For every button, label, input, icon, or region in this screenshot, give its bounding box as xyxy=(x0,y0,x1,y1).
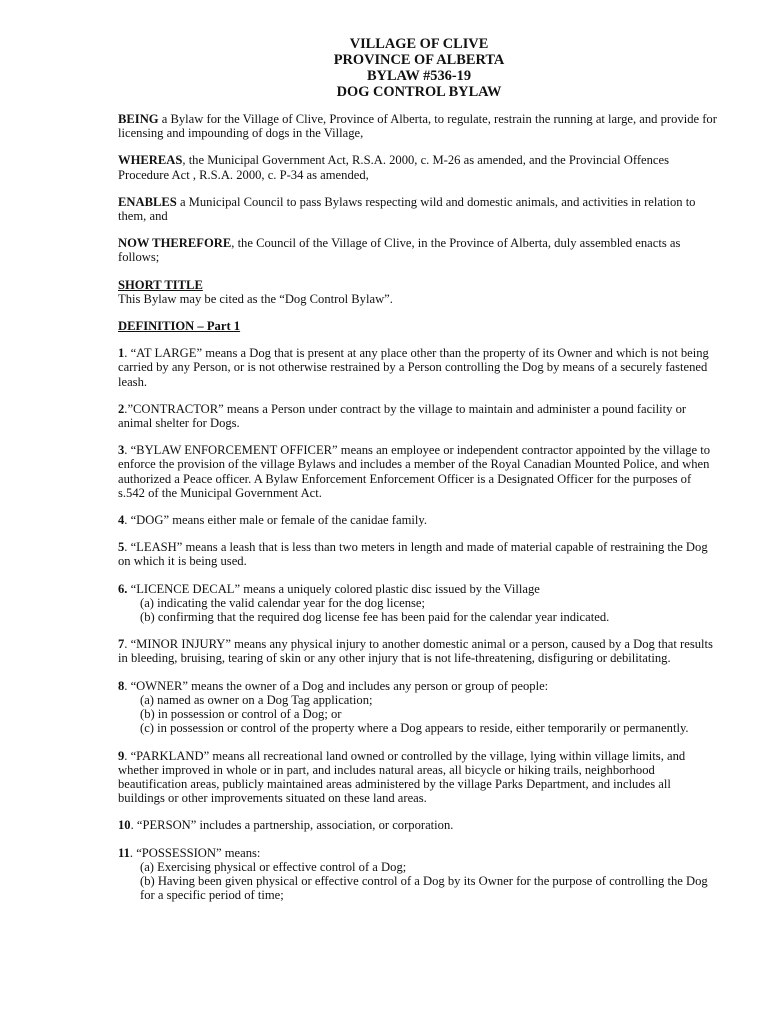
definition-4 xyxy=(118,513,720,527)
keyword-whereas: WHEREAS xyxy=(118,153,183,168)
definition-subitem: (a) Exercising physical or effective control of a Dog; xyxy=(140,859,407,874)
definition-9 xyxy=(118,749,720,806)
definition-text: . “OWNER” means the owner of a Dog and includes any person or group of people: xyxy=(124,678,549,693)
definition-text: “LICENCE DECAL” means a uniquely colored plastic disc issued by the Village xyxy=(127,581,540,596)
preamble-whereas xyxy=(118,153,720,181)
short-title-heading: SHORT TITLE xyxy=(118,277,203,292)
definition-subitem: (b) in possession or control of a Dog; or xyxy=(140,707,342,722)
definition-number: 10 xyxy=(118,818,131,833)
definition-number: 6. xyxy=(118,581,128,596)
definition-number: 2 xyxy=(118,401,125,416)
being-text: a Bylaw for the Village of Clive, Province of Alberta, to regulate, restrain the running at large, and provide for licensing and impounding of dogs in the Village, xyxy=(118,112,717,141)
definition-subitem: (a) named as owner on a Dog Tag application; xyxy=(140,692,373,707)
definition-6 xyxy=(118,582,720,625)
definition-5 xyxy=(118,540,720,568)
definition-subitem: (c) in possession or control of the property where a Dog appears to reside, either temporarily or permanently. xyxy=(140,721,689,736)
document-header xyxy=(118,36,720,100)
enables-text: a Municipal Council to pass Bylaws respecting wild and domestic animals, and activities in relation to them, and xyxy=(118,194,696,224)
definition-text: . “BYLAW ENFORCEMENT OFFICER” means an employee or independent contractor appointed by the village to enforce the provision of the village Bylaws and includes a member of the Royal Canadian Mounted Police, and when authorized a Peace officer. A Bylaw Enforcement Enforcement Officer is a Designated Officer for the purposes of s.542 of the Municipal Government Act. xyxy=(118,443,711,500)
definition-text: .”CONTRACTOR” means a Person under contract by the village to maintain and administer a pound facility or animal shelter for Dogs. xyxy=(118,401,687,431)
short-title-text: This Bylaw may be cited as the “Dog Control Bylaw”. xyxy=(118,291,393,306)
definition-11 xyxy=(118,846,720,903)
definition-number: 8 xyxy=(118,678,125,693)
definition-subitem: (b) Having been given physical or effective control of a Dog by its Owner for the purpose of controlling the Dog for a specific period of time; xyxy=(140,873,708,903)
definitions-heading-block xyxy=(118,319,720,333)
definition-text: . “PARKLAND” means all recreational land owned or controlled by the village, lying within village limits, and whether improved in whole or in part, and includes natural areas, all bicycle or hiking trails, neighborhood beautification areas, publicly maintained areas administered by the village Parks Department, and includes all buildings or other improvements situated on these land areas. xyxy=(118,748,686,806)
definition-subitem: (a) indicating the valid calendar year for the dog license; xyxy=(140,595,425,610)
definition-number: 1 xyxy=(118,346,125,361)
preamble-now-therefore xyxy=(118,236,720,264)
definition-text: . “POSSESSION” means: xyxy=(129,845,261,860)
definition-number: 5 xyxy=(118,540,125,555)
header-bylaw-title: DOG CONTROL BYLAW xyxy=(336,84,502,100)
definition-text: . “AT LARGE” means a Dog that is present at any place other than the property of its Owner and which is not being carried by any Person, or is not otherwise restrained by a Person controlling the Dog by means of a securely fastened leash. xyxy=(118,346,709,389)
definition-text: . “LEASH” means a leash that is less than two meters in length and made of material capable of restraining the Dog on which it is being used. xyxy=(118,540,708,569)
definition-8 xyxy=(118,679,720,736)
definition-number: 3 xyxy=(118,443,125,458)
keyword-now-therefore: NOW THEREFORE xyxy=(118,236,232,251)
definition-number: 4 xyxy=(118,513,125,528)
definition-3 xyxy=(118,443,720,500)
definition-subitem: (b) confirming that the required dog license fee has been paid for the calendar year indicated. xyxy=(140,610,610,625)
definition-2 xyxy=(118,402,720,430)
definitions-heading: DEFINITION – Part 1 xyxy=(118,319,241,334)
definition-7 xyxy=(118,637,720,665)
whereas-text: , the Municipal Government Act, R.S.A. 2000, c. M-26 as amended, and the Provincial Offences Procedure Act , R.S.A. 2000, c. P-34 as amended, xyxy=(118,153,670,182)
preamble-enables xyxy=(118,195,720,223)
definition-text: . “PERSON” includes a partnership, association, or corporation. xyxy=(130,818,454,833)
header-province: PROVINCE OF ALBERTA xyxy=(333,52,505,68)
header-bylaw-number: BYLAW #536-19 xyxy=(366,68,472,84)
header-village: VILLAGE OF CLIVE xyxy=(349,36,489,52)
definition-number: 11 xyxy=(118,845,130,860)
keyword-enables: ENABLES xyxy=(118,194,177,209)
definition-text: . “MINOR INJURY” means any physical injury to another domestic animal or a person, caused by a Dog that results in bleeding, bruising, tearing of skin or any other injury that is not life-threatening, disfiguring or debilitating. xyxy=(118,637,713,666)
definition-number: 9 xyxy=(118,748,125,763)
definition-10 xyxy=(118,818,720,832)
preamble-being xyxy=(118,112,720,140)
short-title-section xyxy=(118,278,720,306)
definition-text: . “DOG” means either male or female of the canidae family. xyxy=(124,513,427,528)
now-therefore-text: , the Council of the Village of Clive, in the Province of Alberta, duly assembled enacts as follows; xyxy=(118,236,681,265)
definition-number: 7 xyxy=(118,637,125,652)
keyword-being: BEING xyxy=(118,112,159,126)
document-page xyxy=(118,36,720,915)
definition-1 xyxy=(118,346,720,389)
